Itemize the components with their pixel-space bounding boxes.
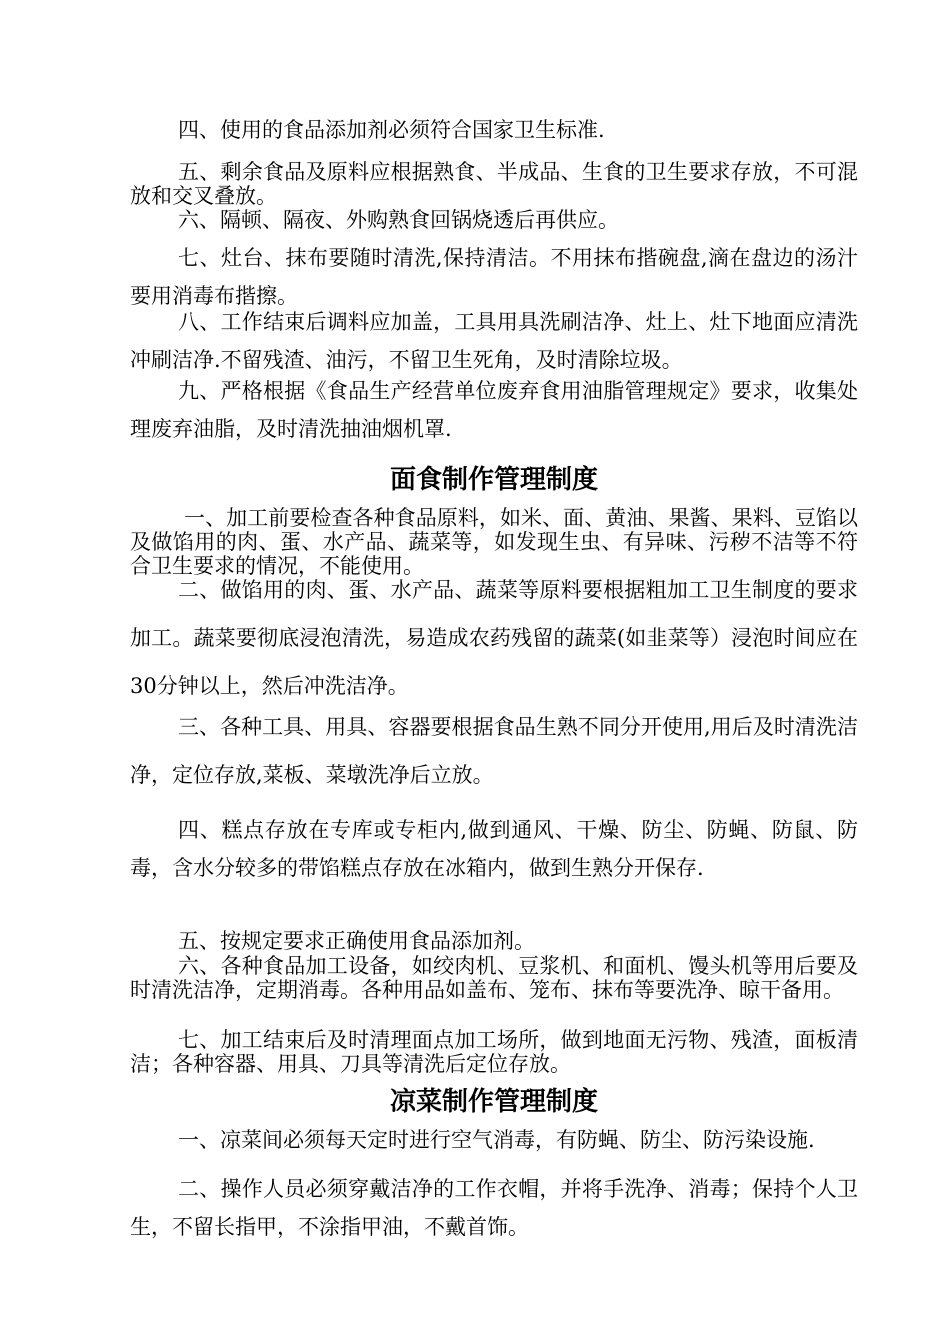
paragraph-s2-item-3: 三、各种工具、用具、容器要根据食品生熟不同分开使用,用后及时清洗洁净，定位存放,菜板、菜墩洗净后立放。 — [130, 715, 858, 787]
paragraph-s1-item-6: 六、隔顿、隔夜、外购熟食回锅烧透后再供应。 — [178, 208, 619, 232]
section-title-noodle: 面食制作管理制度 — [389, 465, 598, 495]
section-title-cold-dish: 凉菜制作管理制度 — [389, 1087, 598, 1117]
paragraph-s2-item-5: 五、按规定要求正确使用食品添加剂。 — [178, 929, 535, 953]
paragraph-s2-item-4: 四、糕点存放在专库或专柜内,做到通风、干燥、防尘、防蝇、防鼠、防毒，含水分较多的带馅糕点存放在冰箱内，做到生熟分开保存. — [130, 818, 858, 880]
paragraph-s2-item-6: 六、各种食品加工设备，如绞肉机、豆浆机、和面机、馒头机等用后要及时清洗洁净，定期消毒。各种用品如盖布、笼布、抹布等要洗净、晾干备用。 — [130, 954, 858, 1002]
paragraph-s2-item-2: 二、做馅用的肉、蛋、水产品、蔬菜等原料要根据粗加工卫生制度的要求加工。蔬菜要彻底浸泡清洗，易造成农药残留的蔬菜(如韭菜等）浸泡时间应在30分钟以上，然后冲洗洁净。 — [130, 578, 858, 698]
paragraph-s3-item-1: 一、凉菜间必须每天定时进行空气消毒，有防蝇、防尘、防污染设施. — [178, 1128, 815, 1152]
paragraph-s2-item-1: 一、加工前要检查各种食品原料，如米、面、黄油、果酱、果料、豆馅以及做馅用的肉、蛋、水产品、蔬菜等，如发现生虫、有异味、污秽不洁等不符合卫生要求的情况，不能使用。 — [130, 506, 858, 578]
paragraph-s3-item-2: 二、操作人员必须穿戴洁净的工作衣帽，并将手洗净、消毒；保持个人卫生，不留长指甲，不涂指甲油，不戴首饰。 — [130, 1177, 858, 1239]
paragraph-s1-item-8: 八、工作结束后调料应加盖，工具用具洗刷洁净、灶上、灶下地面应清洗冲刷洁净.不留残渣、油污，不留卫生死角，及时清除垃圾。 — [130, 310, 858, 372]
paragraph-s1-item-9: 九、严格根据《食品生产经营单位废弃食用油脂管理规定》要求，收集处理废弃油脂，及时清洗抽油烟机罩. — [130, 379, 858, 441]
paragraph-s1-item-5: 五、剩余食品及原料应根据熟食、半成品、生食的卫生要求存放，不可混放和交叉叠放。 — [130, 160, 858, 208]
paragraph-s1-item-4: 四、使用的食品添加剂必须符合国家卫生标准. — [178, 118, 605, 142]
paragraph-s1-item-7: 七、灶台、抹布要随时清洗,保持清洁。不用抹布揩碗盘,滴在盘边的汤汁要用消毒布揩擦。 — [130, 246, 858, 308]
paragraph-s2-item-7: 七、加工结束后及时清理面点加工场所，做到地面无污物、残渣，面板清洁；各种容器、用具、刀具等清洗后定位存放。 — [130, 1028, 858, 1076]
